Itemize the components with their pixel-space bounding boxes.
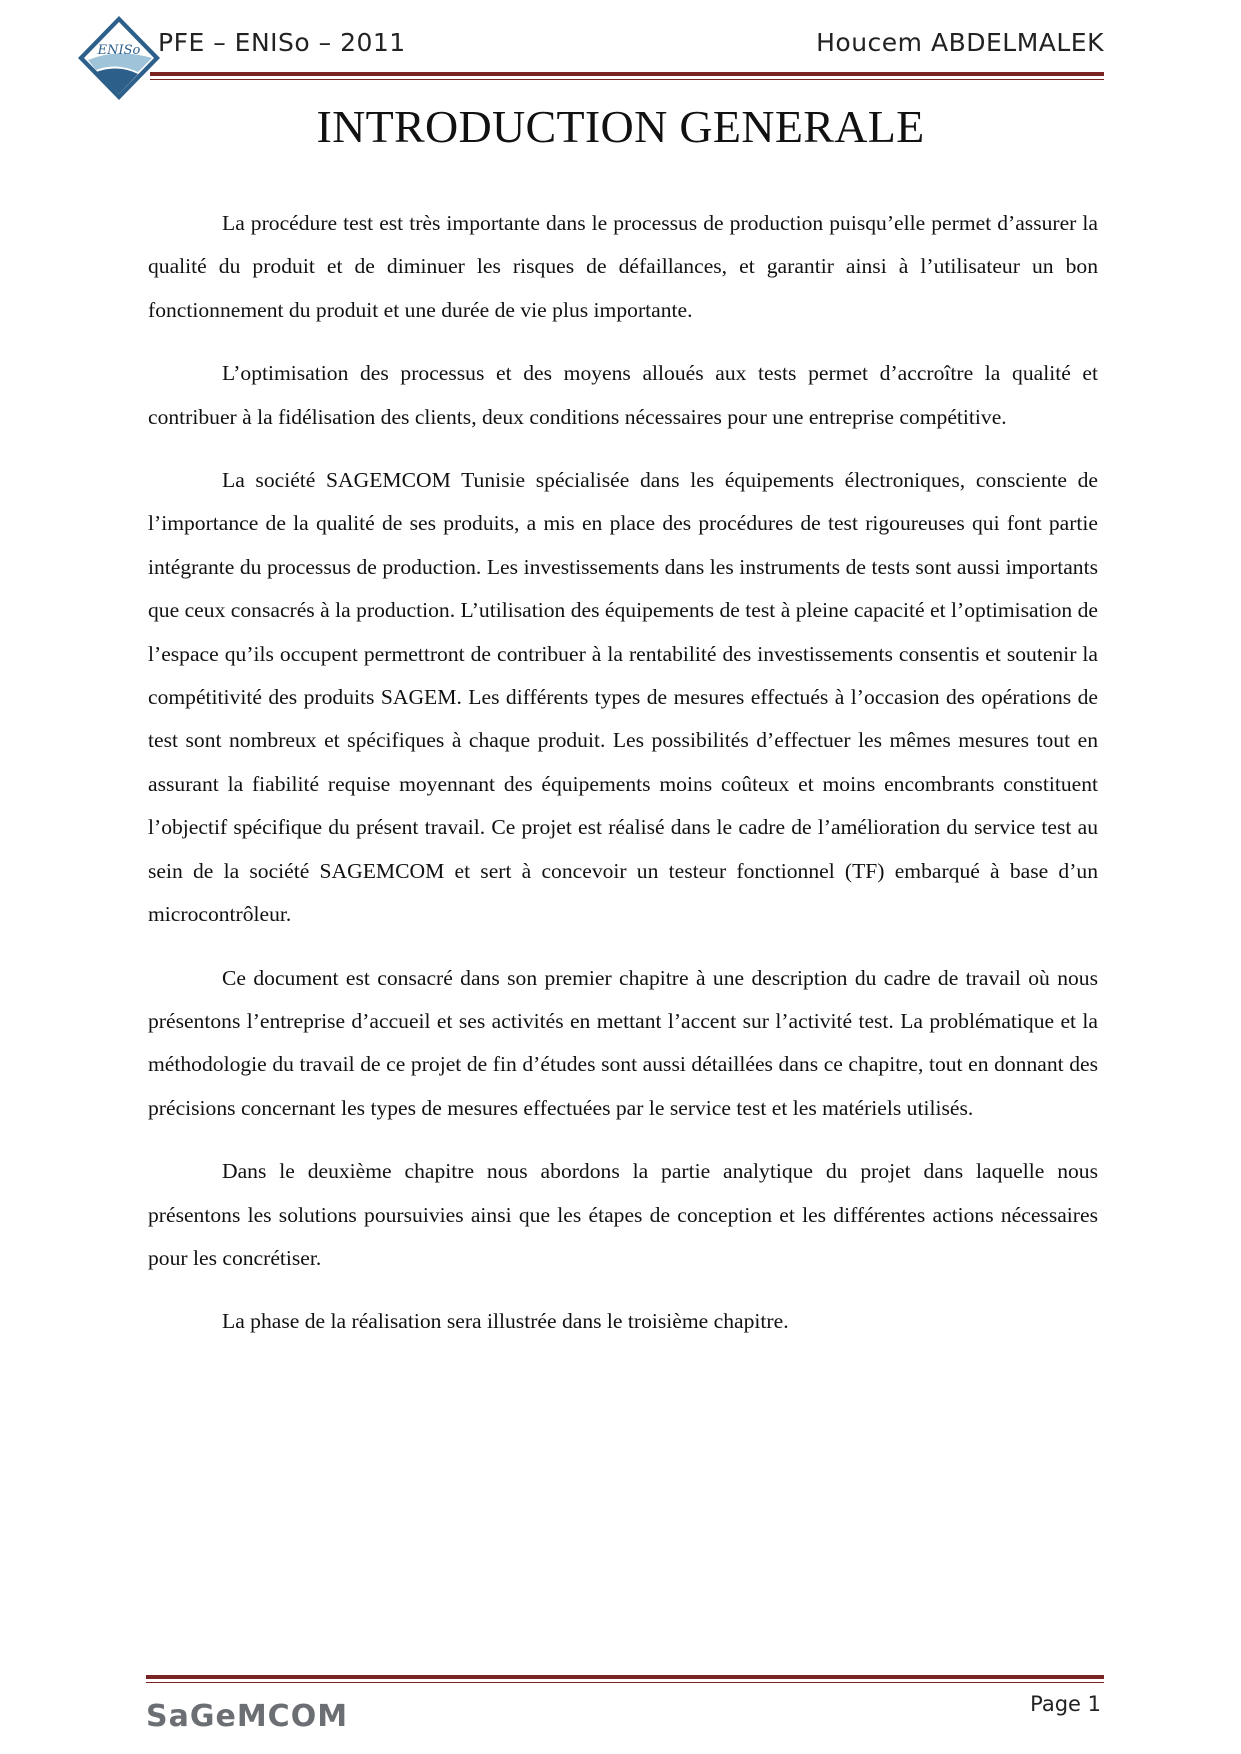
- sagemcom-logo-text: SaGeMCOM: [146, 1699, 349, 1734]
- paragraph: La phase de la réalisation sera illustrée dans le troisième chapitre.: [222, 1309, 789, 1334]
- paragraph: La société SAGEMCOM Tunisie spécialisée dans les équipements électroniques, consciente de l’importance de la qualité de ses produits, a mis en place des procédures de test rigoureuses qui font partie intégrante du processus de production. Les investissements dans les instruments de tests sont aussi importants que ceux consacrés à la production. L’utilisation des équipements de test à pleine capacité et l’optimisation de l’espace qu’ils occupent permettront de contribuer à la rentabilité des investissements consentis et soutenir la compétitivité des produits SAGEM. Les différents types de mesures effectués à l’occasion des opérations de test sont nombreux et spécifiques à chaque produit. Les possibilités d’effectuer les mêmes mesures tout en assurant la fiabilité requise moyennant des équipements moins coûteux et moins encombrants constituent l’objectif spécifique du présent travail. Ce projet est réalisé dans le cadre de l’amélioration du service test au sein de la société SAGEMCOM et sert à concevoir un testeur fonctionnel (TF) embarqué à base d’un microcontrôleur.: [148, 468, 1098, 927]
- paragraph: Dans le deuxième chapitre nous abordons la partie analytique du projet dans laquelle nous présentons les solutions poursuivies ainsi que les étapes de conception et les différentes actions nécessaires pour les concrétiser.: [148, 1159, 1098, 1270]
- eniso-logo-icon: [76, 14, 162, 100]
- page-number: Page 1: [1030, 1692, 1101, 1716]
- paragraph: Ce document est consacré dans son premier chapitre à une description du cadre de travail où nous présentons l’entreprise d’accueil et ses activités en mettant l’accent sur l’activité test. La problématique et la méthodologie du travail de ce projet de fin d’études sont aussi détaillées dans ce chapitre, tout en donnant des précisions concernant les types de mesures effectuées par le service test et les matériels utilisés.: [148, 965, 1098, 1120]
- body-text: [148, 202, 1098, 1364]
- footer-rule-thin: [146, 1682, 1104, 1683]
- header-rule: [150, 72, 1104, 76]
- header-rule-thin: [150, 79, 1104, 80]
- page-title: INTRODUCTION GENERALE: [316, 101, 925, 152]
- header-left-text: PFE – ENISo – 2011: [158, 28, 406, 57]
- eniso-logo-text: ENISo: [97, 43, 141, 58]
- paragraph: L’optimisation des processus et des moyens alloués aux tests permet d’accroître la qualité et contribuer à la fidélisation des clients, deux conditions nécessaires pour une entreprise compétitive.: [148, 361, 1098, 429]
- paragraph: La procédure test est très importante dans le processus de production puisqu’elle permet d’assurer la qualité du produit et de diminuer les risques de défaillances, et garantir ainsi à l’utilisateur un bon fonctionnement du produit et une durée de vie plus importante.: [148, 211, 1098, 322]
- header-author: Houcem ABDELMALEK: [816, 28, 1104, 57]
- footer-rule: [146, 1675, 1104, 1679]
- sagemcom-logo-icon: [146, 1694, 366, 1734]
